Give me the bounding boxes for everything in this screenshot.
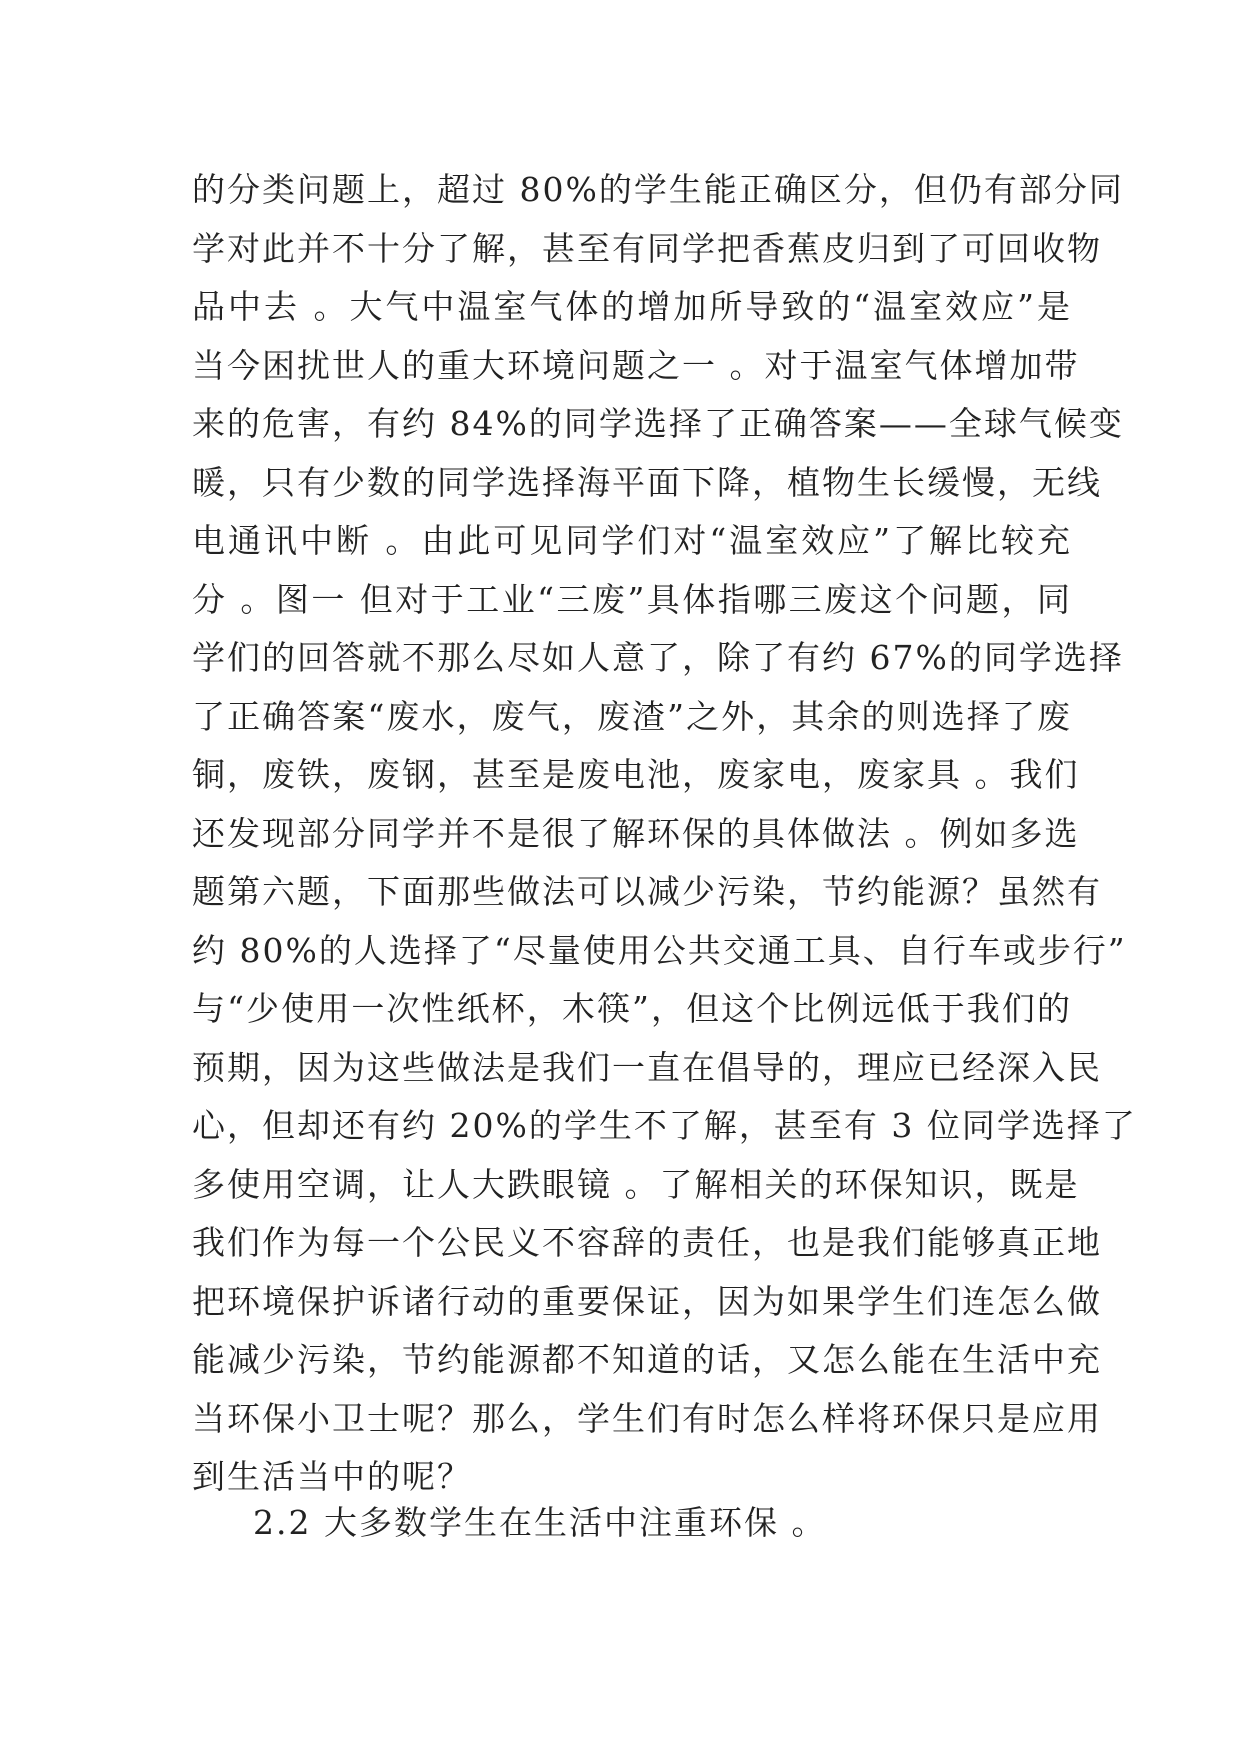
- text-line: 我们作为每一个公民义不容辞的责任，也是我们能够真正地: [192, 1223, 1102, 1262]
- text-line: 学对此并不十分了解，甚至有同学把香蕉皮归到了可回收物: [192, 228, 1102, 268]
- text-line: 把环境保护诉诸行动的重要保证，因为如果学生们连怎么做: [192, 1281, 1102, 1321]
- text-line: 电通讯中断 。由此可见同学们对“温室效应”了解比较充: [192, 521, 1072, 560]
- text-line: 了正确答案“废水，废气，废渣”之外，其余的则选择了废: [192, 696, 1072, 736]
- text-line: 学们的回答就不那么尽如人意了，除了有约 67%的同学选择: [192, 638, 1124, 677]
- text-line: 来的危害，有约 84%的同学选择了正确答案——全球气候变: [192, 404, 1124, 443]
- text-line: 还发现部分同学并不是很了解环保的具体做法 。例如多选: [192, 813, 1080, 853]
- text-line: 当环保小卫士呢？那么，学生们有时怎么样将环保只是应用: [192, 1398, 1102, 1438]
- text-line: 预期，因为这些做法是我们一直在倡导的，理应已经深入民: [192, 1047, 1102, 1087]
- text-line: 铜，废铁，废钢，甚至是废电池，废家电，废家具 。我们: [192, 755, 1080, 794]
- text-line: 约 80%的人选择了“尽量使用公共交通工具、自行车或步行”: [192, 930, 1127, 970]
- text-line: 能减少污染，节约能源都不知道的话，又怎么能在生活中充: [192, 1340, 1102, 1379]
- text-line: 的分类问题上，超过 80%的学生能正确区分，但仍有部分同: [192, 170, 1124, 209]
- text-line: 多使用空调，让人大跌眼镜 。了解相关的环保知识，既是: [192, 1164, 1080, 1204]
- text-line: 题第六题，下面那些做法可以减少污染，节约能源？虽然有: [192, 872, 1102, 911]
- text-line: 与“少使用一次性纸杯，木筷”，但这个比例远低于我们的: [192, 989, 1072, 1028]
- text-line: 分 。图一 但对于工业“三废”具体指哪三废这个问题，同: [192, 579, 1072, 619]
- text-line: 当今困扰世人的重大环境问题之一 。对于温室气体增加带: [192, 345, 1080, 385]
- text-line: 暖，只有少数的同学选择海平面下降，植物生长缓慢，无线: [192, 462, 1102, 502]
- text-line: 到生活当中的呢？: [192, 1457, 472, 1496]
- text-line: 心，但却还有约 20%的学生不了解，甚至有 3 位同学选择了: [192, 1106, 1137, 1145]
- text-line: 品中去 。大气中温室气体的增加所导致的“温室效应”是: [192, 287, 1072, 326]
- body-paragraph: [192, 161, 1137, 1507]
- section-heading: 2.2 大多数学生在生活中注重环保 。: [253, 1503, 827, 1542]
